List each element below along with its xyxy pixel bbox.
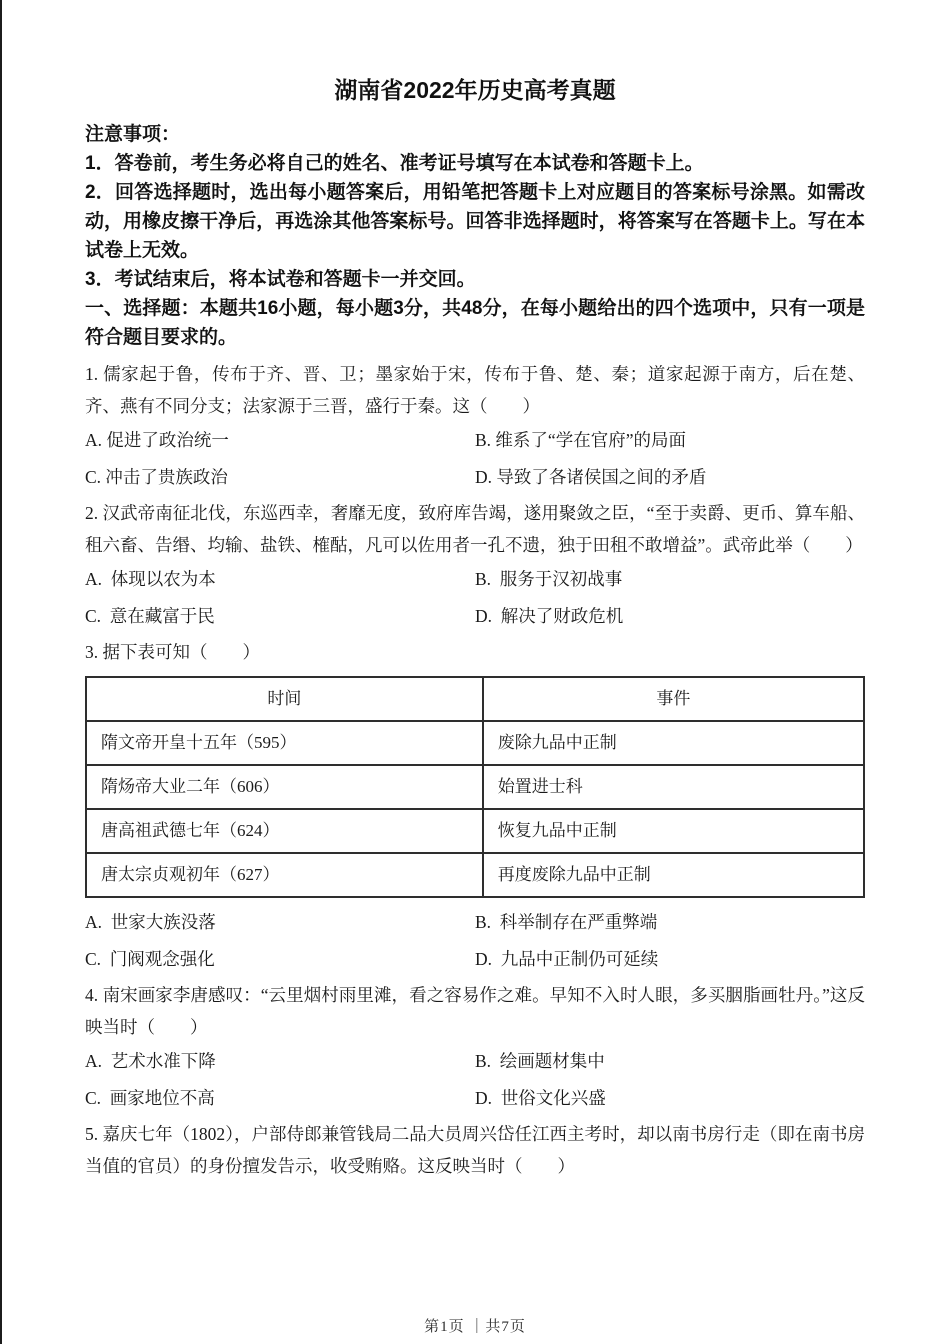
question-3-option-a: A. 世家大族没落: [85, 912, 216, 932]
table-cell-event: 始置进士科: [483, 765, 864, 809]
question-2-stem: 2. 汉武帝南征北伐，东巡西幸，奢靡无度，致府库告竭，遂用聚敛之臣，“至于卖爵、更币、算车船、租六畜、告缗、均输、盐铁、榷酤，凡可以佐用者一孔不遗，独于田租不敢增益”。武帝此举（ ）: [85, 503, 865, 555]
notice-section: [85, 120, 865, 294]
question-1-option-b: B. 维系了“学在官府”的局面: [475, 430, 686, 450]
question-4: [85, 979, 865, 1110]
question-4-option-c: C. 画家地位不高: [85, 1088, 215, 1108]
table-row: [86, 853, 864, 897]
question-1-option-c: C. 冲击了贵族政治: [85, 467, 228, 487]
question-3-option-d: D. 九品中正制仍可延续: [475, 949, 659, 969]
table-cell-time: 隋文帝开皇十五年（595）: [86, 721, 483, 765]
table-cell-time: 隋炀帝大业二年（606）: [86, 765, 483, 809]
question-2-option-d: D. 解决了财政危机: [475, 606, 624, 626]
question-2-options: [85, 567, 865, 628]
question-2-option-b: B. 服务于汉初战事: [475, 569, 623, 589]
table-cell-event: 恢复九品中正制: [483, 809, 864, 853]
question-2-option-c: C. 意在藏富于民: [85, 606, 215, 626]
notice-item-2: 2．回答选择题时，选出每小题答案后，用铅笔把答题卡上对应题目的答案标号涂黑。如需改动，用橡皮擦干净后，再选涂其他答案标号。回答非选择题时，将答案写在答题卡上。写在本试卷上无效。: [85, 182, 865, 261]
section-heading: 一、选择题：本题共16小题，每小题3分，共48分，在每小题给出的四个选项中，只有一项是符合题目要求的。: [85, 298, 865, 348]
question-3: [85, 636, 865, 971]
question-4-option-b: B. 绘画题材集中: [475, 1051, 605, 1071]
table-cell-time: 唐太宗贞观初年（627）: [86, 853, 483, 897]
page-footer: [0, 1315, 950, 1336]
question-5-stem: 5. 嘉庆七年（1802），户部侍郎兼管钱局二品大员周兴岱任江西主考时，却以南书房行走（即在南书房当值的官员）的身份擅发告示，收受贿赂。这反映当时（ ）: [85, 1124, 865, 1176]
table-header-time: 时间: [86, 677, 483, 721]
question-3-table: [85, 676, 865, 898]
question-1-option-d: D. 导致了各诸侯国之间的矛盾: [475, 467, 707, 487]
table-cell-event: 再度废除九品中正制: [483, 853, 864, 897]
question-1-stem: 1. 儒家起于鲁，传布于齐、晋、卫；墨家始于宋，传布于鲁、楚、秦；道家起源于南方，后在楚、齐、燕有不同分支；法家源于三晋，盛行于秦。这（ ）: [85, 364, 865, 416]
question-4-stem: 4. 南宋画家李唐感叹：“云里烟村雨里滩，看之容易作之难。早知不入时人眼，多买胭脂画牡丹。”这反映当时（ ）: [85, 985, 865, 1037]
question-4-options: [85, 1049, 865, 1110]
question-2: [85, 497, 865, 628]
table-cell-time: 唐高祖武德七年（624）: [86, 809, 483, 853]
question-3-option-c: C. 门阀观念强化: [85, 949, 215, 969]
question-3-stem: 3. 据下表可知（ ）: [85, 642, 260, 662]
question-2-option-a: A. 体现以农为本: [85, 569, 216, 589]
table-row: [86, 765, 864, 809]
question-3-option-b: B. 科举制存在严重弊端: [475, 912, 658, 932]
notice-item-3: 3．考试结束后，将本试卷和答题卡一并交回。: [85, 269, 476, 290]
notice-heading: 注意事项：: [85, 124, 181, 145]
question-1: [85, 358, 865, 489]
page-title: 湖南省2022年历史高考真题: [334, 77, 616, 103]
page-number-text: 第1页 ｜共7页: [424, 1319, 526, 1335]
question-4-option-d: D. 世俗文化兴盛: [475, 1088, 606, 1108]
table-cell-event: 废除九品中正制: [483, 721, 864, 765]
question-1-option-a: A. 促进了政治统一: [85, 430, 229, 450]
table-row: [86, 809, 864, 853]
table-row: [86, 721, 864, 765]
table-header-event: 事件: [483, 677, 864, 721]
question-3-options: [85, 910, 865, 971]
question-5: [85, 1118, 865, 1182]
notice-item-1: 1．答卷前，考生务必将自己的姓名、准考证号填写在本试卷和答题卡上。: [85, 153, 704, 174]
question-4-option-a: A. 艺术水准下降: [85, 1051, 216, 1071]
table-header-row: [86, 677, 864, 721]
question-1-options: [85, 428, 865, 489]
